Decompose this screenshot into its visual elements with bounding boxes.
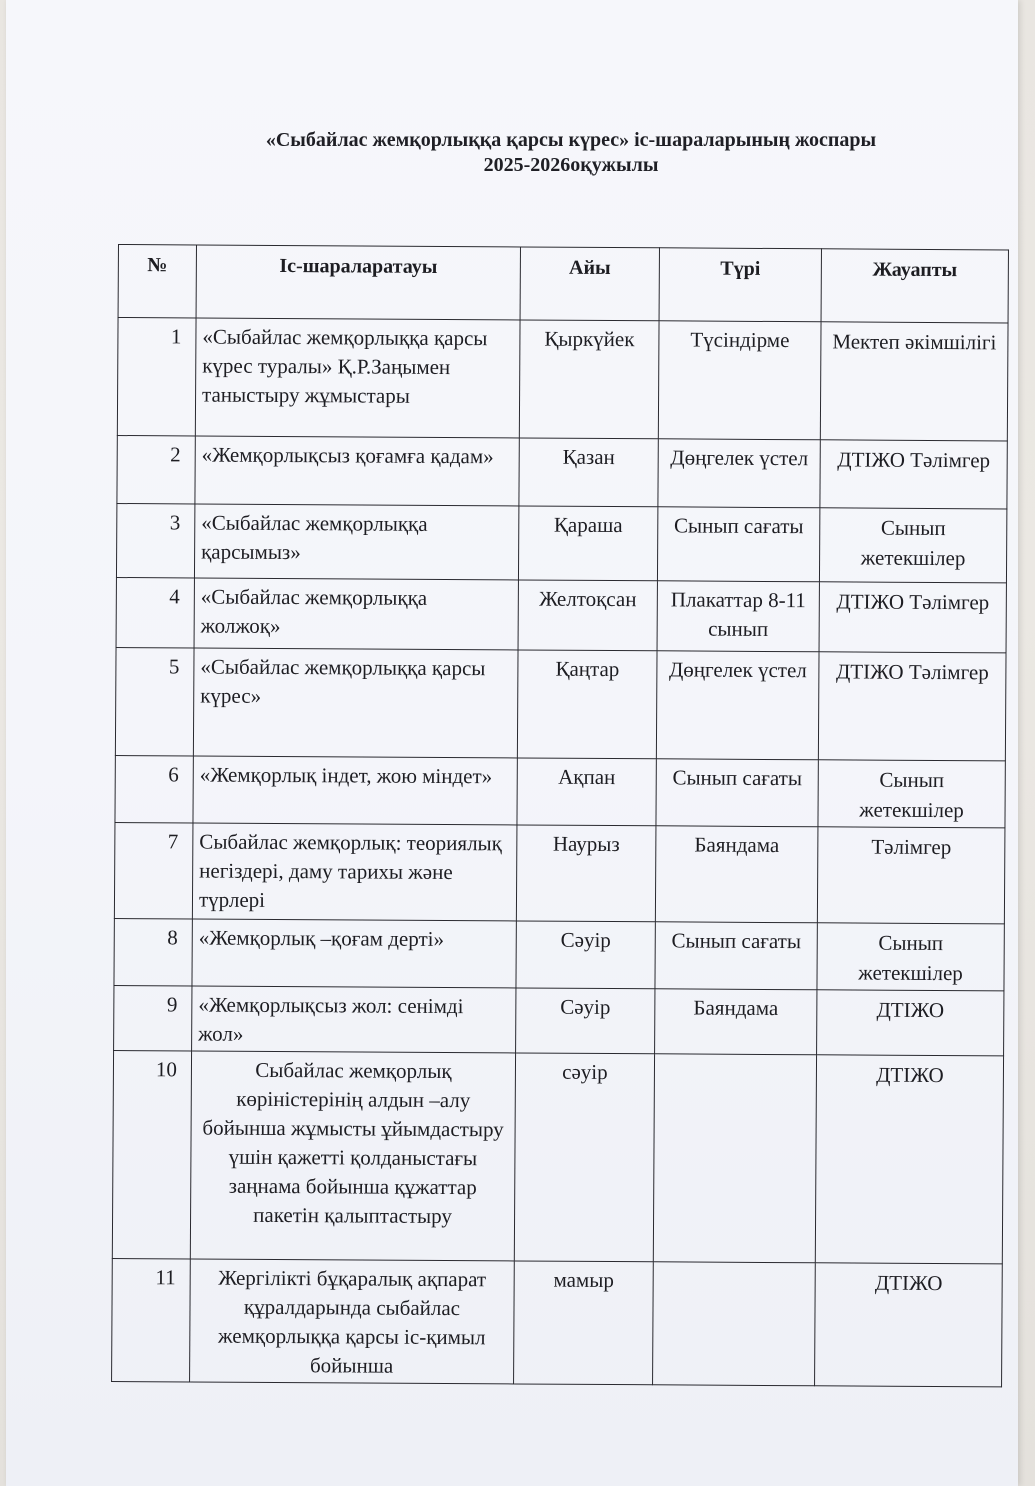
event-type: Баяндама (655, 989, 817, 1055)
event-type: Сынып сағаты (656, 759, 818, 827)
header-responsible: Жауапты (821, 249, 1008, 323)
event-month: сәуір (514, 1053, 654, 1262)
event-type: Сынып сағаты (657, 507, 819, 582)
table-row (114, 822, 1005, 923)
event-type: Дөңгелек үстел (656, 651, 819, 760)
event-month: Сәуір (516, 988, 655, 1054)
row-number: 5 (115, 647, 194, 755)
table-row (114, 985, 1004, 1055)
event-month: Қараша (518, 506, 657, 581)
event-type (653, 1054, 816, 1263)
event-month: Желтоқсан (518, 580, 657, 651)
event-name: «Жемқорлық індет, жою міндет» (193, 756, 517, 825)
event-name: Жергілікті бұқаралық ақпарат құралдарында сыбайлас жемқорлыққа қарсы іс-қимыл бойынша (190, 1259, 515, 1384)
row-number: 10 (112, 1050, 191, 1258)
event-month: мамыр (514, 1261, 654, 1385)
event-responsible: ДТІЖО Тәлімгер (818, 652, 1006, 761)
event-name: «Сыбайлас жемқорлыққа қарсы күрес» (193, 648, 518, 758)
row-number: 2 (117, 435, 195, 503)
event-name: «Сыбайлас жемқорлыққа қарсымыз» (194, 504, 518, 580)
event-name: «Жемқорлықсыз жол: сенімді жол» (192, 986, 516, 1053)
event-responsible: ДТІЖО (817, 990, 1004, 1056)
row-number: 7 (114, 822, 193, 918)
document-title: «Сыбайлас жемқорлыққа қарсы күрес» іс-шараларының жоспары (265, 129, 877, 151)
academic-year: 2025-2026оқужылы (483, 154, 659, 176)
event-responsible: ДТІЖО Тәлімгер (820, 440, 1007, 509)
row-number: 4 (116, 577, 194, 647)
header-number: № (118, 245, 196, 318)
event-responsible: Сынып жетекшілер (819, 508, 1006, 583)
event-month: Қыркүйек (519, 320, 659, 439)
row-number: 8 (114, 918, 192, 985)
table-row (115, 755, 1005, 827)
event-responsible: Тәлімгер (817, 827, 1005, 924)
table-row (115, 647, 1006, 760)
event-month: Сәуір (516, 921, 655, 989)
event-responsible: Сынып жетекшілер (818, 760, 1005, 828)
event-type: Түсіндірме (658, 321, 821, 440)
event-responsible: ДТІЖО Тәлімгер (819, 582, 1006, 653)
event-month: Қаңтар (517, 650, 657, 759)
event-type: Баяндама (655, 826, 818, 923)
event-type: Дөңгелек үстел (658, 439, 820, 508)
event-month: Наурыз (516, 825, 656, 922)
table-row (116, 503, 1006, 582)
event-type: Плакаттар 8-11 сынып (657, 581, 819, 652)
event-type: Сынып сағаты (655, 922, 817, 990)
row-number: 11 (112, 1258, 191, 1381)
event-name: «Жемқорлық –қоғам дерті» (192, 919, 516, 988)
event-name: Сыбайлас жемқорлық көріністерінің алдын –алу бойынша жұмысты ұйымдастыру үшін қажетті қолданыстағы заңнама бойынша құжаттар пакетін қалыптастыру (190, 1051, 515, 1261)
event-name: «Сыбайлас жемқорлыққа қарсы күрес туралы» Қ.Р.Заңымен таныстыру жұмыстары (195, 318, 520, 438)
header-event-name: Іс-шараларатауы (196, 245, 520, 320)
event-name: «Сыбайлас жемқорлыққа жолжоқ» (194, 578, 518, 650)
header-type: Түрі (659, 248, 821, 322)
table-row (117, 318, 1008, 441)
event-responsible: ДТІЖО (815, 1263, 1003, 1387)
event-responsible: Сынып жетекшілер (817, 923, 1004, 991)
table-row (112, 1050, 1003, 1263)
event-responsible: Мектеп әкімшілігі (820, 322, 1008, 441)
event-name: «Жемқорлықсыз қоғамға қадам» (195, 436, 519, 506)
events-plan-table (111, 244, 1009, 1387)
row-number: 9 (114, 985, 192, 1050)
table-row (114, 918, 1004, 990)
row-number: 1 (117, 318, 196, 436)
row-number: 3 (116, 503, 194, 577)
event-type (653, 1262, 816, 1386)
table-row (117, 435, 1007, 508)
table-row (116, 577, 1006, 652)
table-header-row (118, 245, 1008, 323)
table-row (112, 1258, 1003, 1386)
event-month: Ақпан (517, 758, 656, 826)
header-month: Айы (520, 247, 659, 321)
row-number: 6 (115, 755, 193, 822)
paper-sheet (6, 0, 1018, 1486)
event-responsible: ДТІЖО (815, 1055, 1003, 1264)
event-name: Сыбайлас жемқорлық: теориялық негіздері, даму тарихы және түрлері (192, 823, 517, 921)
event-month: Қазан (519, 438, 658, 507)
